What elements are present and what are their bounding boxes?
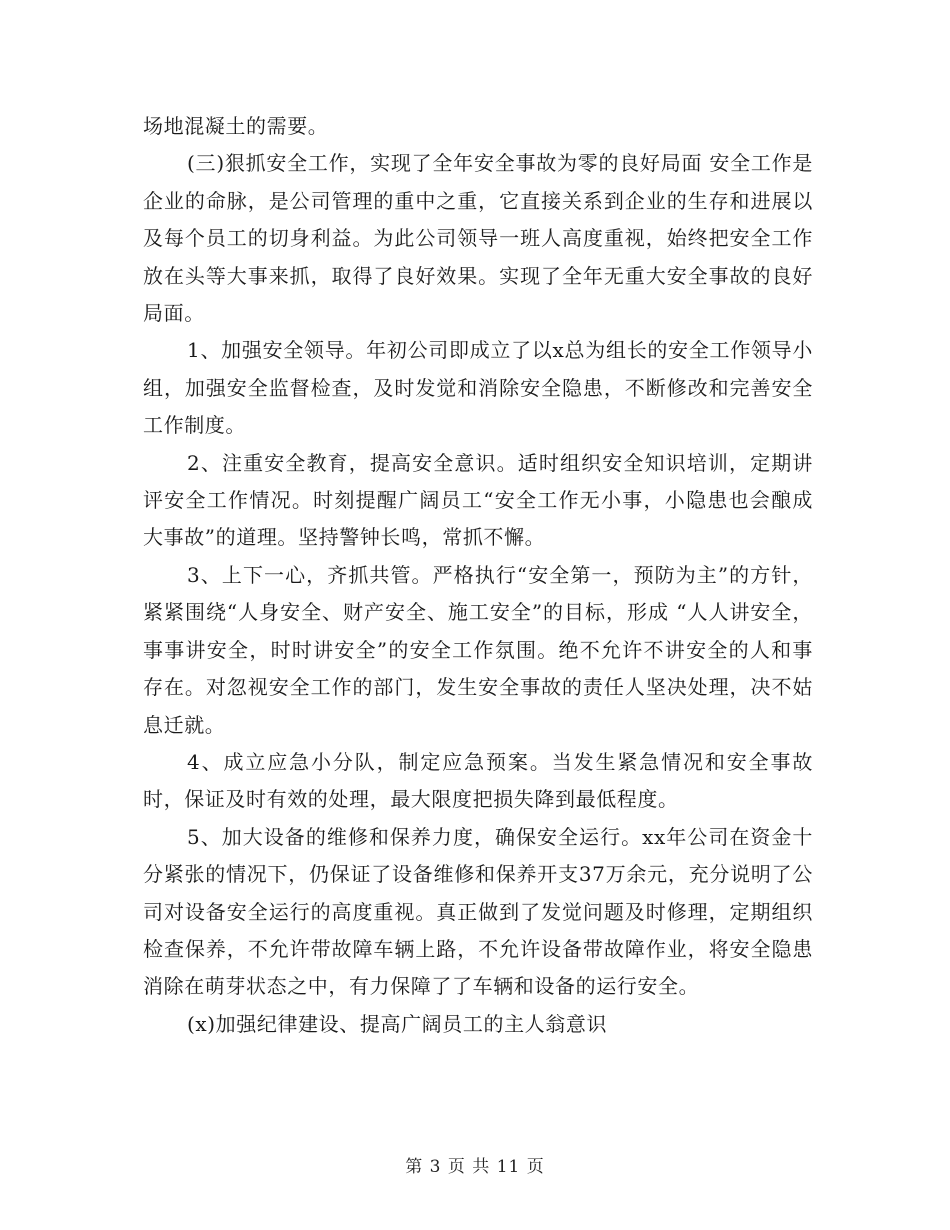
paragraph-item-1: 1、加强安全领导。年初公司即成立了以x总为组长的安全工作领导小组，加强安全监督检查，及时发觉和消除安全隐患，不断修改和完善安全工作制度。	[143, 338, 813, 438]
paragraph-section-safety: (三)狠抓安全工作，实现了全年安全事故为零的良好局面 安全工作是企业的命脉，是公司管理的重中之重，它直接关系到企业的生存和进展以及每个员工的切身利益。为此公司领导一班人高度重视，始终把安全工作放在头等大事来抓，取得了良好效果。实现了全年无重大安全事故的良好局面。	[143, 151, 813, 326]
paragraph-item-2: 2、注重安全教育，提高安全意识。适时组织安全知识培训，定期讲评安全工作情况。时刻提醒广阔员工“安全工作无小事，小隐患也会酿成大事故”的道理。坚持警钟长鸣，常抓不懈。	[143, 450, 813, 550]
document-body	[143, 108, 813, 1043]
paragraph-section-discipline: (x)加强纪律建设、提高广阔员工的主人翁意识	[187, 1011, 608, 1036]
paragraph-item-3: 3、上下一心，齐抓共管。严格执行“安全第一，预防为主”的方针，紧紧围绕“人身安全、财产安全、施工安全”的目标，形成 “人人讲安全，事事讲安全，时时讲安全”的安全工作氛围。绝不允许不讲安全的人和事存在。对忽视安全工作的部门，发生安全事故的责任人坚决处理，决不姑息迁就。	[143, 562, 813, 737]
paragraph-continuation: 场地混凝土的需要。	[143, 114, 329, 138]
paragraph-item-5: 5、加大设备的维修和保养力度，确保安全运行。xx年公司在资金十分紧张的情况下，仍保证了设备维修和保养开支37万余元，充分说明了公司对设备安全运行的高度重视。真正做到了发觉问题及时修理，定期组织检查保养，不允许带故障车辆上路，不允许设备带故障作业，将安全隐患消除在萌芽状态之中，有力保障了了车辆和设备的运行安全。	[143, 824, 813, 999]
page-number-footer: 第 3 页 共 11 页	[405, 1157, 545, 1177]
paragraph-item-4: 4、成立应急小分队，制定应急预案。当发生紧急情况和安全事故时，保证及时有效的处理，最大限度把损失降到最低程度。	[143, 749, 813, 812]
